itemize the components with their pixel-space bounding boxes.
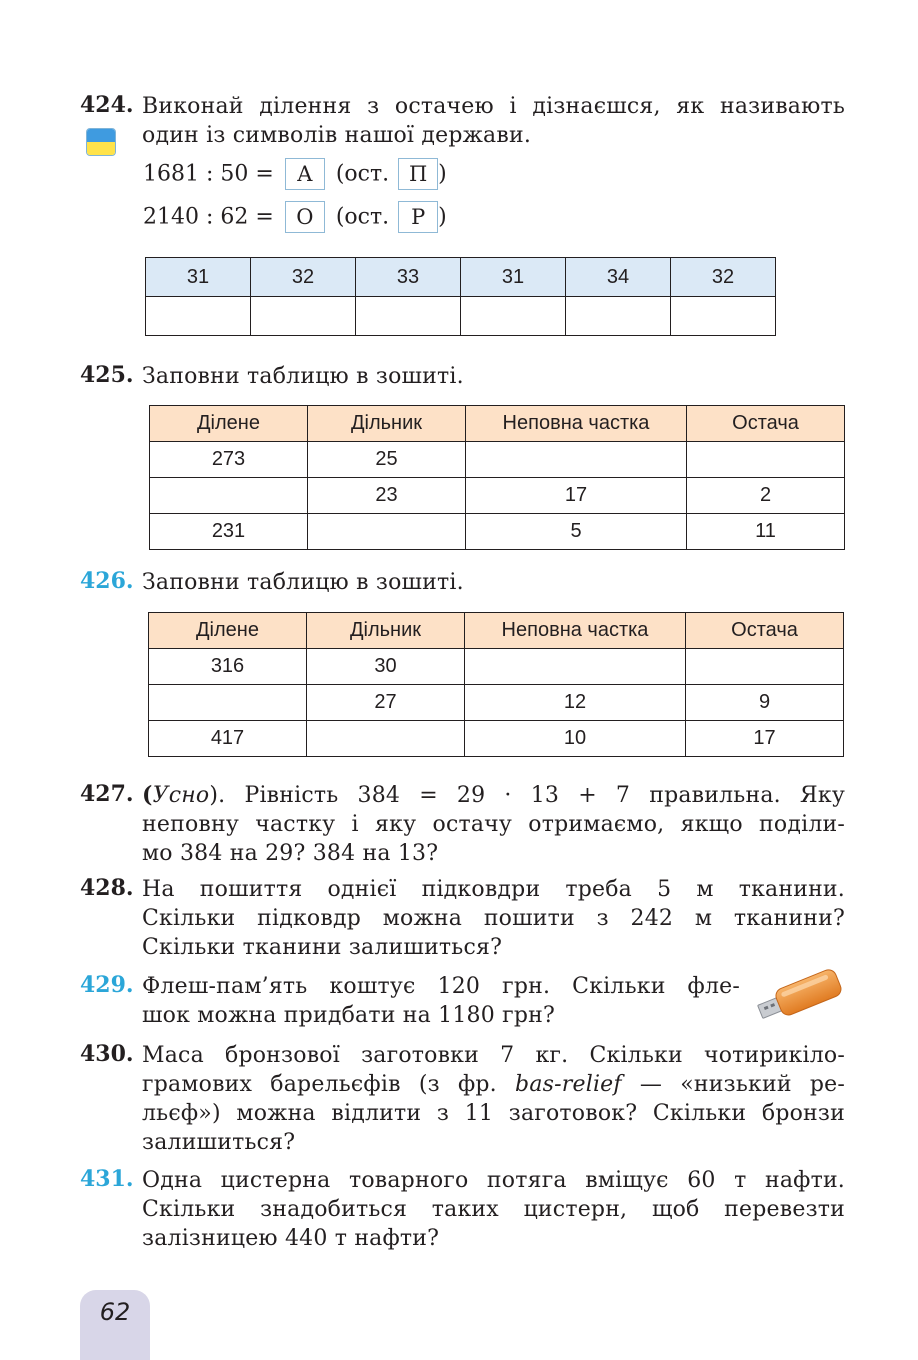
problem-428 bbox=[80, 875, 845, 965]
problem-430 bbox=[80, 1041, 845, 1161]
table-row bbox=[150, 478, 845, 514]
problem-426 bbox=[80, 568, 845, 598]
table-cell: 34 bbox=[566, 258, 671, 297]
problem-427 bbox=[80, 781, 845, 871]
table-cell: 273 bbox=[150, 442, 308, 478]
answer-box: П bbox=[398, 158, 438, 190]
table-header-cell: Ділене bbox=[150, 406, 308, 442]
table-cell bbox=[686, 649, 844, 685]
problem-text-line: один із символів нашої держави. bbox=[142, 123, 532, 148]
table-row bbox=[149, 721, 844, 757]
problem-text-line: грамових барельєфів (з фр. bas-relief — «низький ре- bbox=[142, 1072, 846, 1097]
table-cell bbox=[308, 514, 466, 550]
answer-box: Р bbox=[398, 201, 438, 233]
problem-number: 426. bbox=[80, 568, 134, 594]
answer-box: О bbox=[285, 201, 325, 233]
decode-table bbox=[145, 257, 776, 336]
table-header-cell: Неповна частка bbox=[465, 613, 686, 649]
table-header-cell: Остача bbox=[686, 613, 844, 649]
table-cell bbox=[466, 442, 687, 478]
table-cell bbox=[307, 721, 465, 757]
table-cell-empty bbox=[671, 297, 776, 336]
table-cell: 33 bbox=[356, 258, 461, 297]
table-cell: 30 bbox=[307, 649, 465, 685]
equation-1: 1681 : 50 = А (ост. П ) bbox=[143, 158, 447, 190]
usb-flash-drive-icon bbox=[752, 962, 846, 1024]
problem-424 bbox=[80, 92, 845, 152]
problem-text-line: шок можна придбати на 1180 грн? bbox=[142, 1003, 555, 1028]
problem-431 bbox=[80, 1166, 845, 1256]
table-cell bbox=[687, 442, 845, 478]
table-cell: 10 bbox=[465, 721, 686, 757]
table-cell-empty bbox=[566, 297, 671, 336]
table-cell: 2 bbox=[687, 478, 845, 514]
problem-text-line: Флеш-пам’ять коштує 120 грн. Скільки фле- bbox=[142, 974, 740, 999]
problem-number: 429. bbox=[80, 972, 134, 998]
table-cell: 25 bbox=[308, 442, 466, 478]
problem-text-line: Маса бронзової заготовки 7 кг. Скільки чотирикіло- bbox=[142, 1043, 845, 1068]
table-cell: 316 bbox=[149, 649, 307, 685]
problem-number: 425. bbox=[80, 362, 134, 388]
table-cell-empty bbox=[356, 297, 461, 336]
division-table-426 bbox=[148, 612, 844, 757]
table-cell: 32 bbox=[671, 258, 776, 297]
table-cell: 11 bbox=[687, 514, 845, 550]
problem-text-line: Скільки знадобиться таких цистерн, щоб перевезти bbox=[142, 1197, 845, 1222]
problem-text-line: Скільки тканини залишиться? bbox=[142, 935, 503, 960]
division-table-425 bbox=[149, 405, 845, 550]
table-cell: 31 bbox=[461, 258, 566, 297]
problem-text-line: неповну частку і яку остачу отримаємо, якщо поділи- bbox=[142, 812, 845, 837]
problem-text-line: залізницею 440 т нафти? bbox=[142, 1226, 440, 1251]
problem-number: 424. bbox=[80, 92, 134, 118]
problem-number: 427. bbox=[80, 781, 134, 807]
table-cell: 32 bbox=[251, 258, 356, 297]
table-cell: 12 bbox=[465, 685, 686, 721]
table-header-cell: Дільник bbox=[308, 406, 466, 442]
table-cell-empty bbox=[461, 297, 566, 336]
problem-text-line: Виконай ділення з остачею і дізнаєшся, як називають bbox=[142, 94, 845, 119]
problem-text-line: Заповни таблицю в зошиті. bbox=[142, 364, 464, 389]
table-cell-empty bbox=[146, 297, 251, 336]
table-cell: 5 bbox=[466, 514, 687, 550]
table-header-cell: Неповна частка bbox=[466, 406, 687, 442]
table-cell bbox=[149, 685, 307, 721]
table-cell: 231 bbox=[150, 514, 308, 550]
problem-text-line: залишиться? bbox=[142, 1130, 296, 1155]
problem-text-line: Скільки підковдр можна пошити з 242 м тканини? bbox=[142, 906, 845, 931]
problem-number: 431. bbox=[80, 1166, 134, 1192]
table-cell: 417 bbox=[149, 721, 307, 757]
problem-text-line: мо 384 на 29? 384 на 13? bbox=[142, 841, 439, 866]
problem-text-line: На пошиття однієї підковдри треба 5 м тканини. bbox=[142, 877, 845, 902]
table-header-cell: Ділене bbox=[149, 613, 307, 649]
table-cell: 31 bbox=[146, 258, 251, 297]
page-number: 62 bbox=[99, 1298, 131, 1326]
equation-2: 2140 : 62 = О (ост. Р ) bbox=[143, 201, 447, 233]
problem-text-line: Заповни таблицю в зошиті. bbox=[142, 570, 464, 595]
table-cell: 17 bbox=[466, 478, 687, 514]
problem-text-line: льєф») можна відлити з 11 заготовок? Скільки бронзи bbox=[142, 1101, 845, 1126]
problem-429 bbox=[80, 972, 740, 1032]
table-row bbox=[149, 649, 844, 685]
table-cell: 9 bbox=[686, 685, 844, 721]
answer-box: А bbox=[285, 158, 325, 190]
table-cell: 17 bbox=[686, 721, 844, 757]
table-row bbox=[149, 685, 844, 721]
problem-text-line: (Усно). Рівність 384 = 29 · 13 + 7 правильна. Яку bbox=[142, 782, 845, 808]
table-header-cell: Дільник bbox=[307, 613, 465, 649]
table-cell bbox=[465, 649, 686, 685]
table-cell-empty bbox=[251, 297, 356, 336]
page-number-tab bbox=[80, 1290, 150, 1360]
table-header-cell: Остача bbox=[687, 406, 845, 442]
problem-number: 428. bbox=[80, 875, 134, 901]
problem-number: 430. bbox=[80, 1041, 134, 1067]
table-cell: 27 bbox=[307, 685, 465, 721]
table-cell: 23 bbox=[308, 478, 466, 514]
table-row bbox=[150, 442, 845, 478]
table-cell bbox=[150, 478, 308, 514]
problem-425 bbox=[80, 362, 845, 392]
ukraine-flag-icon bbox=[86, 128, 116, 156]
problem-text-line: Одна цистерна товарного потяга вміщує 60 т нафти. bbox=[142, 1168, 845, 1193]
table-row bbox=[150, 514, 845, 550]
